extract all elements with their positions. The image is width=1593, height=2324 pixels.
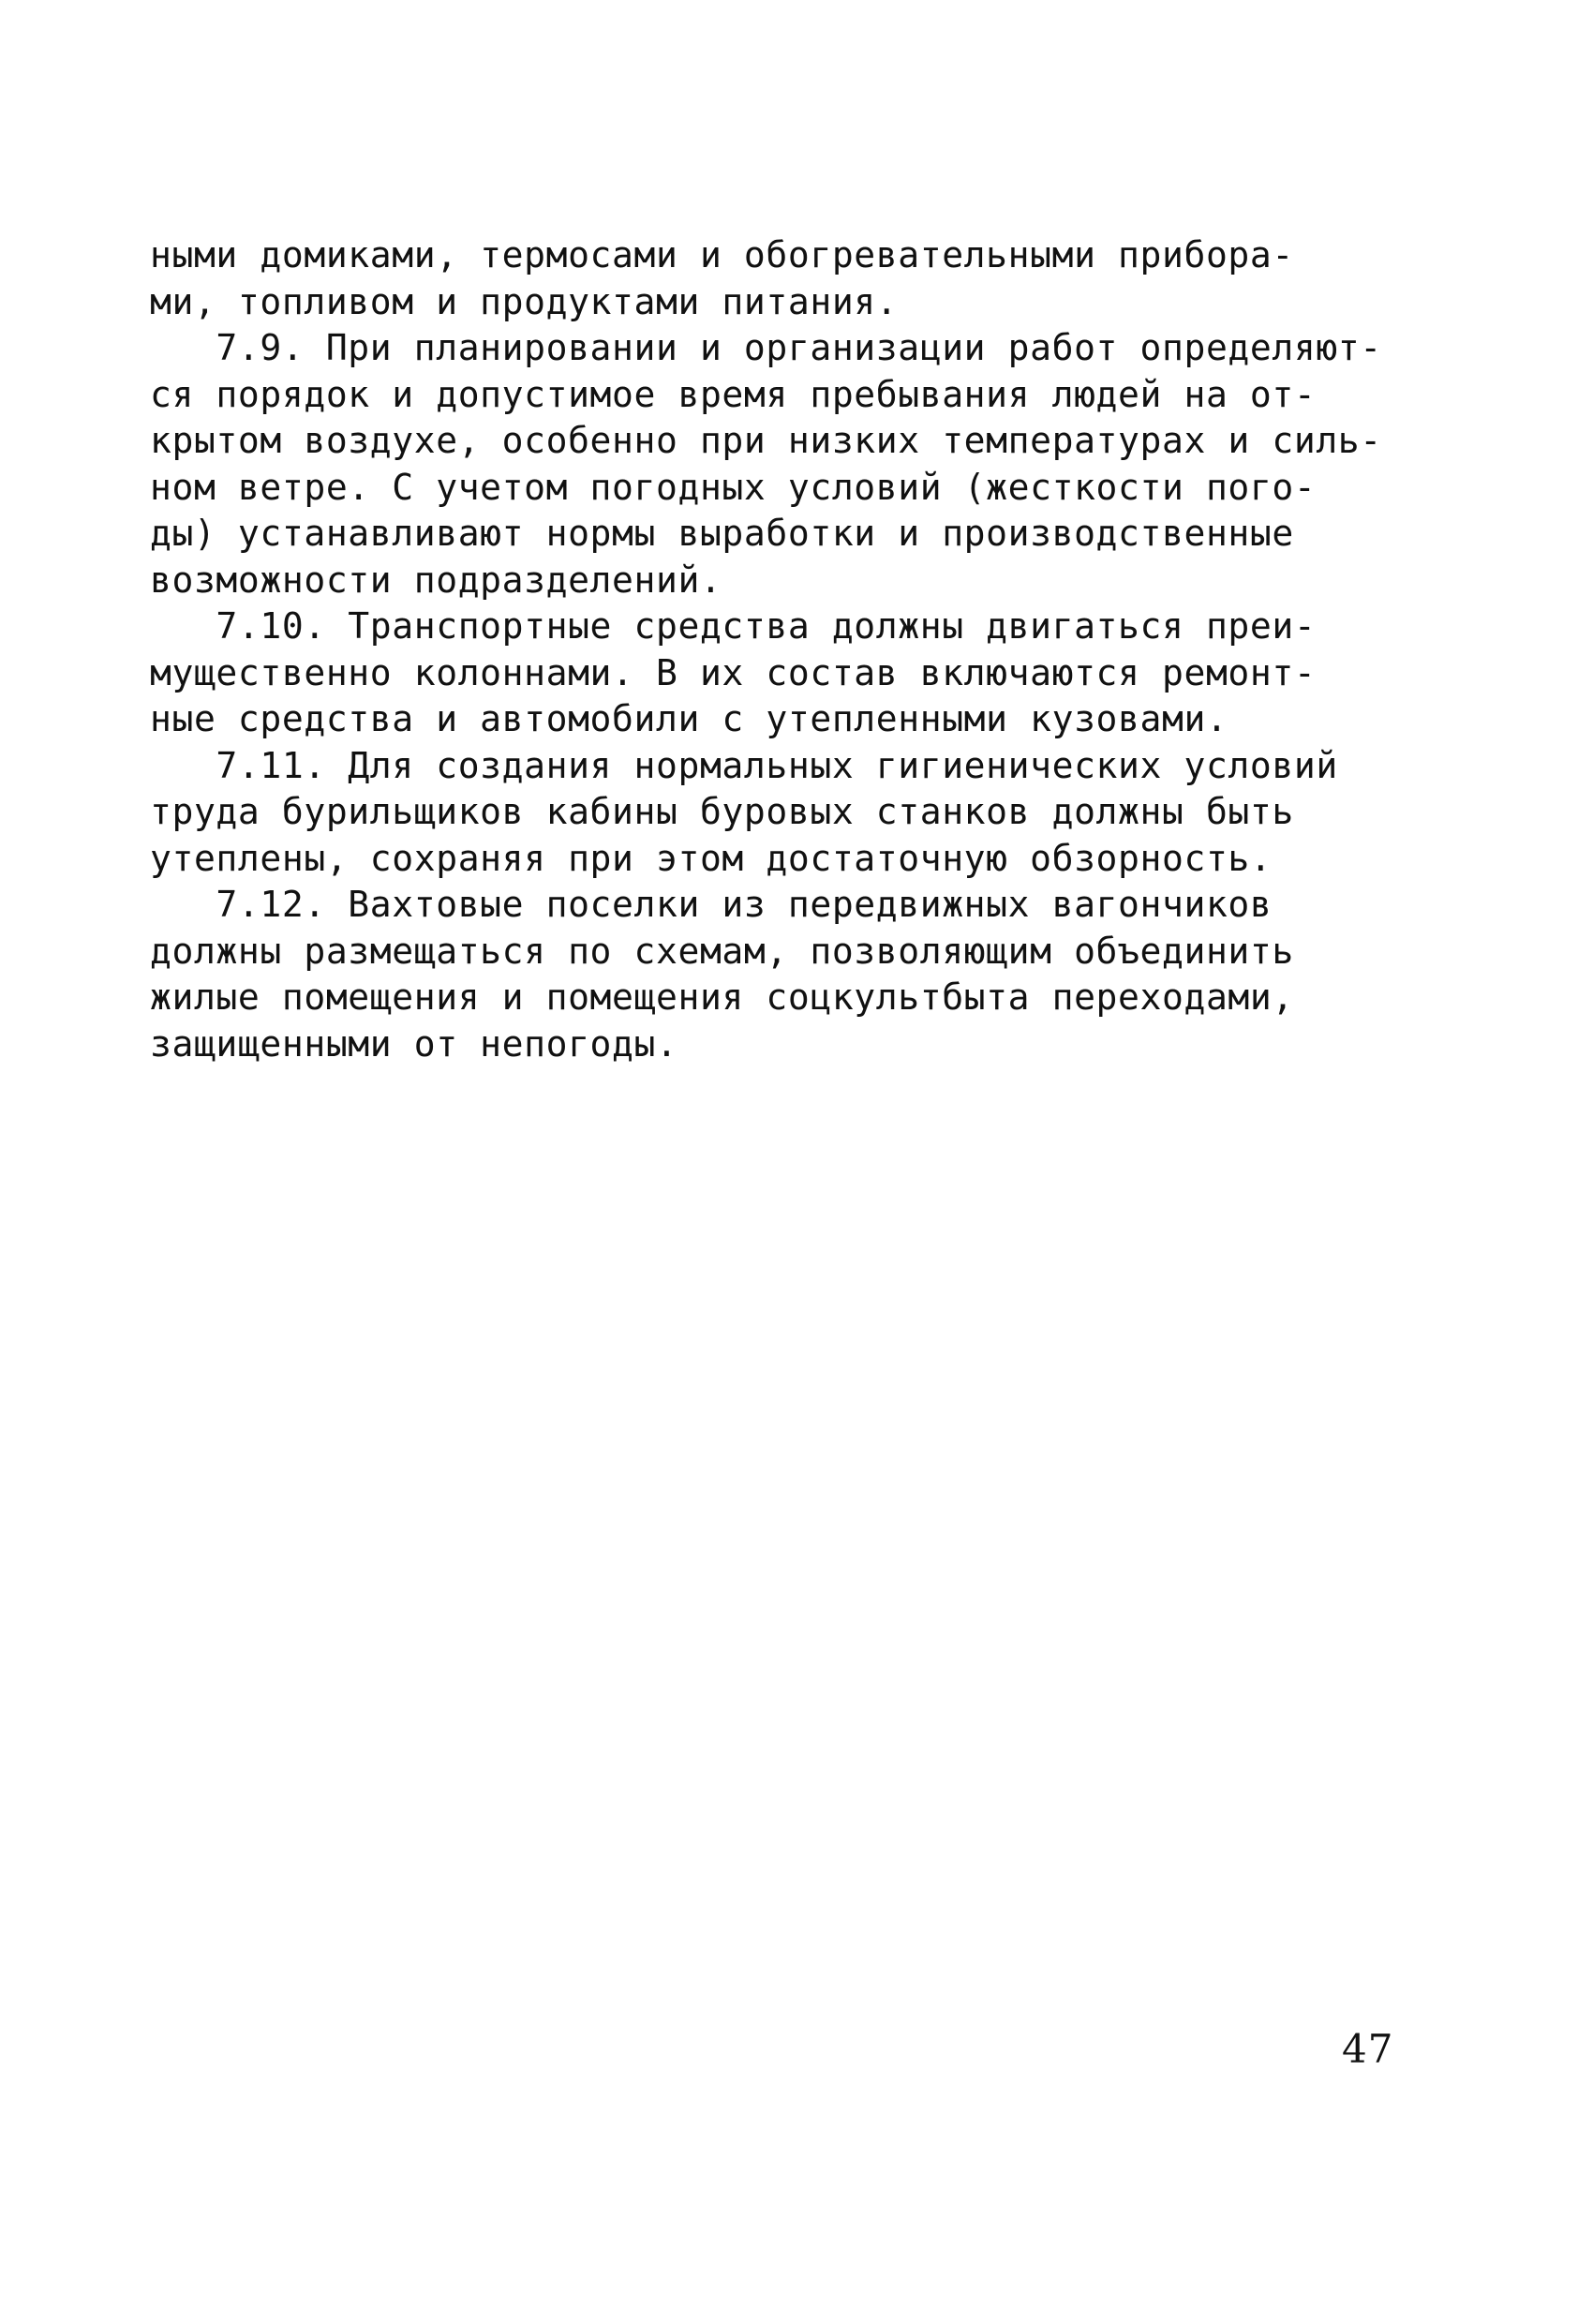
text-line: ся порядок и допустимое время пребывания людей на от- [150, 373, 1317, 415]
text-line: утеплены, сохраняя при этом достаточную обзорность. [150, 837, 1273, 879]
text-line: 7.10. Транспортные средства должны двигаться преи- [150, 605, 1317, 647]
page-number: 47 [1342, 2026, 1394, 2072]
text-line: защищенными от непогоды. [150, 1022, 678, 1065]
text-line: ными домиками, термосами и обогревательными прибора- [150, 234, 1294, 276]
text-line: ные средства и автомобили с утепленными кузовами. [150, 698, 1228, 739]
text-line: возможности подразделений. [150, 559, 722, 601]
text-line: труда бурильщиков кабины буровых станков должны быть [150, 791, 1294, 832]
text-line: жилые помещения и помещения соцкультбыта переходами, [150, 976, 1294, 1018]
text-line: 7.12. Вахтовые поселки из передвижных вагончиков [150, 884, 1273, 925]
body-text [150, 232, 1406, 1067]
text-line: ды) устанавливают нормы выработки и производственные [150, 513, 1294, 554]
text-line: 7.9. При планировании и организации работ определяют- [150, 327, 1382, 368]
text-line: 7.11. Для создания нормальных гигиенических условий [150, 744, 1338, 786]
text-line: ном ветре. С учетом погодных условий (жесткости пого- [150, 466, 1317, 508]
text-line: крытом воздухе, особенно при низких температурах и силь- [150, 420, 1382, 461]
text-line: ми, топливом и продуктами питания. [150, 280, 899, 322]
text-line: мущественно колоннами. В их состав включаются ремонт- [150, 651, 1317, 693]
text-line: должны размещаться по схемам, позволяющим объединить [150, 930, 1294, 972]
